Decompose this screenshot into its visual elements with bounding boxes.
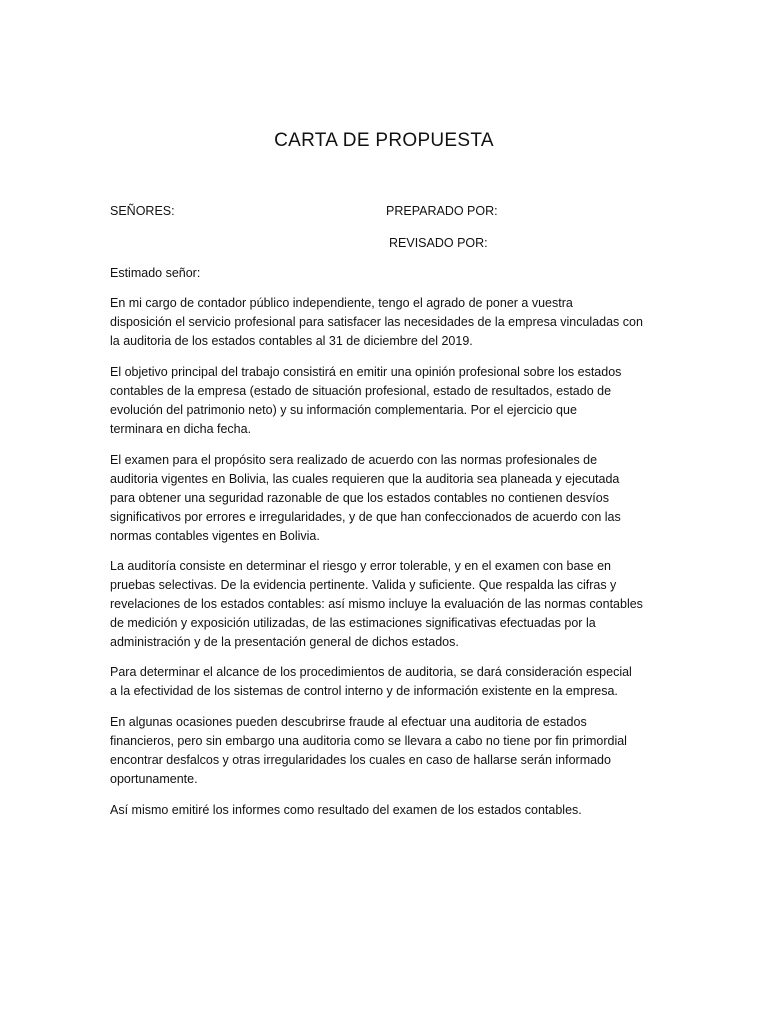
senores-label: SEÑORES: (110, 204, 175, 218)
paragraph-introduccion: En mi cargo de contador público independiente, tengo el agrado de poner a vuestra disposición el servicio profesional para satisfacer las necesidades de la empresa vinculadas con la auditoria de los estados contables al 31 de diciembre del 2019. (110, 296, 643, 348)
paragraph-auditoria: La auditoría consiste en determinar el riesgo y error tolerable, y en el examen con base en pruebas selectivas. De la evidencia pertinente. Valida y suficiente. Que respalda las cifras y revelaciones de los estados contables: así mismo incluye la evaluación de las normas contables de medición y exposición utilizadas, de las estimaciones significativas efectuadas por la administración y de la presentación general de dichos estados. (110, 559, 643, 649)
greeting: Estimado señor: (110, 266, 201, 280)
document-title: CARTA DE PROPUESTA (274, 130, 494, 151)
paragraph-examen: El examen para el propósito sera realizado de acuerdo con las normas profesionales de auditoria vigentes en Bolivia, las cuales requieren que la auditoria sea planeada y ejecutada para obtener una seguridad razonable de que los estados contables no contienen desvíos significativos por errores e irregularidades, y de que han confeccionados de acuerdo con las normas contables vigentes en Bolivia. (110, 453, 621, 543)
paragraph-informes: Así mismo emitiré los informes como resultado del examen de los estados contables. (110, 803, 582, 817)
paragraph-objetivo: El objetivo principal del trabajo consistirá en emitir una opinión profesional sobre los estados contables de la empresa (estado de situación profesional, estado de resultados, estado de evolución del patrimonio neto) y su información complementaria. Por el ejercicio que terminara en dicha fecha. (110, 365, 622, 436)
revisado-por-label: REVISADO POR: (389, 236, 488, 250)
paragraph-alcance: Para determinar el alcance de los procedimientos de auditoria, se dará consideración especial a la efectividad de los sistemas de control interno y de información existente en la empresa. (110, 665, 632, 698)
paragraph-fraude: En algunas ocasiones pueden descubrirse fraude al efectuar una auditoria de estados financieros, pero sin embargo una auditoria como se llevara a cabo no tiene por fin primordial encontrar desfalcos y otras irregularidades los cuales en caso de hallarse serán informado oportunamente. (110, 715, 627, 786)
preparado-por-label: PREPARADO POR: (386, 204, 498, 218)
